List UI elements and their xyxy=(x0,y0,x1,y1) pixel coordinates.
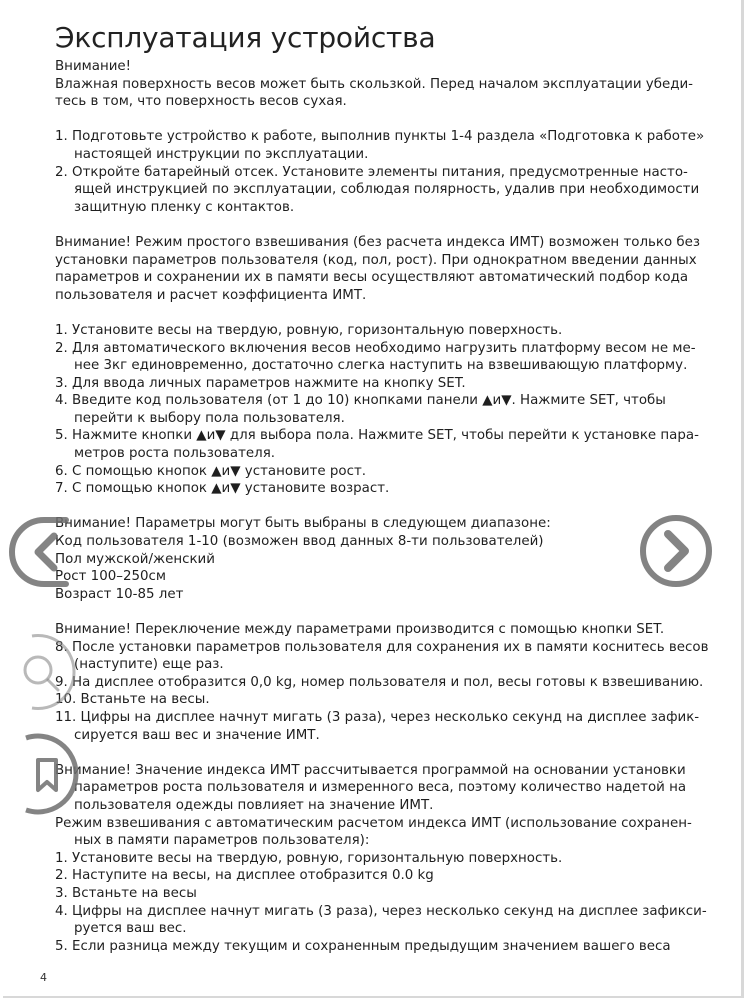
text-line: сируется ваш вес и значение ИМТ. xyxy=(74,727,320,743)
text-line: 3. Встаньте на весы xyxy=(55,885,197,901)
text-line: 4. Цифры на дисплее начнут мигать (3 раза), через несколько секунд на дисплее зафикси- xyxy=(55,903,707,919)
text-line: Режим взвешивания с автоматическим расчетом индекса ИМТ (использование сохранен- xyxy=(55,815,692,831)
text-line: установки параметров пользователя (код, пол, рост). При однократном введении данных xyxy=(55,252,697,268)
text-line: Пол мужской/женский xyxy=(55,551,215,567)
text-line: метров роста пользователя. xyxy=(74,446,276,462)
blank-line xyxy=(55,498,705,516)
text-line: 3. Для ввода личных параметров нажмите на кнопку SET. xyxy=(55,375,466,391)
text-line: защитную пленку с контактов. xyxy=(74,199,295,215)
text-line: 5. Нажмите кнопки ▲и▼ для выбора пола. Нажмите SET, чтобы перейти к установке пара- xyxy=(55,428,699,444)
text-line: 1. Установите весы на твердую, ровную, горизонтальную поверхность. xyxy=(55,850,563,866)
text-line: 8. После установки параметров пользователя для сохранения их в памяти коснитесь весов xyxy=(55,639,709,655)
text-line: 1. Подготовьте устройство к работе, выполнив пункты 1-4 раздела «Подготовка к работе» xyxy=(55,129,705,145)
chevron-right-icon xyxy=(638,511,714,591)
text-line: тесь в том, что поверхность весов сухая. xyxy=(55,94,347,110)
next-page-button[interactable] xyxy=(638,511,714,591)
blank-line xyxy=(55,216,705,234)
text-line: 5. Если разница между текущим и сохраненным предыдущим значением вашего веса xyxy=(55,938,671,954)
text-line: ящей инструкцией по эксплуатации, соблюдая полярность, удалив при необходимости xyxy=(74,182,700,198)
text-line: нее 3кг единовременно, достаточно слегка наступить на взвешивающую платформу. xyxy=(74,358,688,374)
document-body xyxy=(55,58,709,955)
text-line: Влажная поверхность весов может быть скользкой. Перед началом эксплуатации убеди- xyxy=(55,76,694,92)
text-line: 2. Для автоматического включения весов необходимо нагрузить платформу весом не ме- xyxy=(55,340,696,356)
text-line: 2. Откройте батарейный отсек. Установите элементы питания, предусмотренные насто- xyxy=(55,164,688,180)
text-line: Рост 100–250см xyxy=(55,569,166,585)
blank-line xyxy=(55,304,705,322)
text-line: Внимание! Значение индекса ИМТ рассчитывается программой на основании установки xyxy=(55,762,686,778)
text-line: 7. С помощью кнопок ▲и▼ установите возраст. xyxy=(55,481,390,497)
page-title: Эксплуатация устройства xyxy=(55,21,436,54)
blank-line xyxy=(55,111,705,129)
text-line: 11. Цифры на дисплее начнут мигать (3 раза), через несколько секунд на дисплее зафик- xyxy=(55,709,700,725)
text-line: руется ваш вес. xyxy=(74,921,187,937)
text-line: Внимание! Режим простого взвешивания (без расчета индекса ИМТ) возможен только без xyxy=(55,234,701,250)
search-icon xyxy=(2,630,84,714)
text-line: Код пользователя 1-10 (возможен ввод данных 8-ти пользователей) xyxy=(55,534,544,550)
text-line: 4. Введите код пользователя (от 1 до 10) кнопками панели ▲и▼. Нажмите SET, чтобы xyxy=(55,393,666,409)
text-line: 9. На дисплее отобразится 0,0 kg, номер пользователя и пол, весы готовы к взвешиванию. xyxy=(55,674,704,690)
text-line: пользователя и расчет коэффициента ИМТ. xyxy=(55,287,367,303)
text-line: настоящей инструкции по эксплуатации. xyxy=(74,146,369,162)
document-page xyxy=(55,18,709,955)
bookmark-button[interactable] xyxy=(2,732,84,816)
text-line: Внимание! Переключение между параметрами производится с помощью кнопки SET. xyxy=(55,622,665,637)
text-line: Внимание! Параметры могут быть выбраны в следующем диапазоне: xyxy=(55,516,551,532)
text-line: перейти к выбору пола пользователя. xyxy=(74,410,345,426)
page-number: 4 xyxy=(40,971,47,984)
text-line: пользователя одежды повлияет на значение ИМТ. xyxy=(74,797,434,813)
text-line: Внимание! xyxy=(55,59,132,74)
blank-line xyxy=(55,744,705,762)
chevron-left-icon xyxy=(8,512,90,592)
text-line: параметров роста пользователя и измеренного веса, поэтому количество надетой на xyxy=(74,780,687,796)
text-line: ных в памяти параметров пользователя): xyxy=(74,833,370,849)
text-line: 2. Наступите на весы, на дисплее отобразится 0.0 kg xyxy=(55,868,434,884)
search-button[interactable] xyxy=(2,630,84,714)
blank-line xyxy=(55,603,705,621)
previous-page-button[interactable] xyxy=(8,512,90,592)
text-line: параметров и сохранении их в памяти весы осуществляют автоматический подбор кода xyxy=(55,270,689,286)
text-line: (наступите) еще раз. xyxy=(74,657,224,673)
text-line: 10. Встаньте на весы. xyxy=(55,692,210,708)
text-line: Возраст 10-85 лет xyxy=(55,586,184,602)
text-line: 1. Установите весы на твердую, ровную, горизонтальную поверхность. xyxy=(55,322,563,338)
text-line: 6. С помощью кнопок ▲и▼ установите рост. xyxy=(55,463,367,479)
bookmark-icon xyxy=(2,732,84,816)
